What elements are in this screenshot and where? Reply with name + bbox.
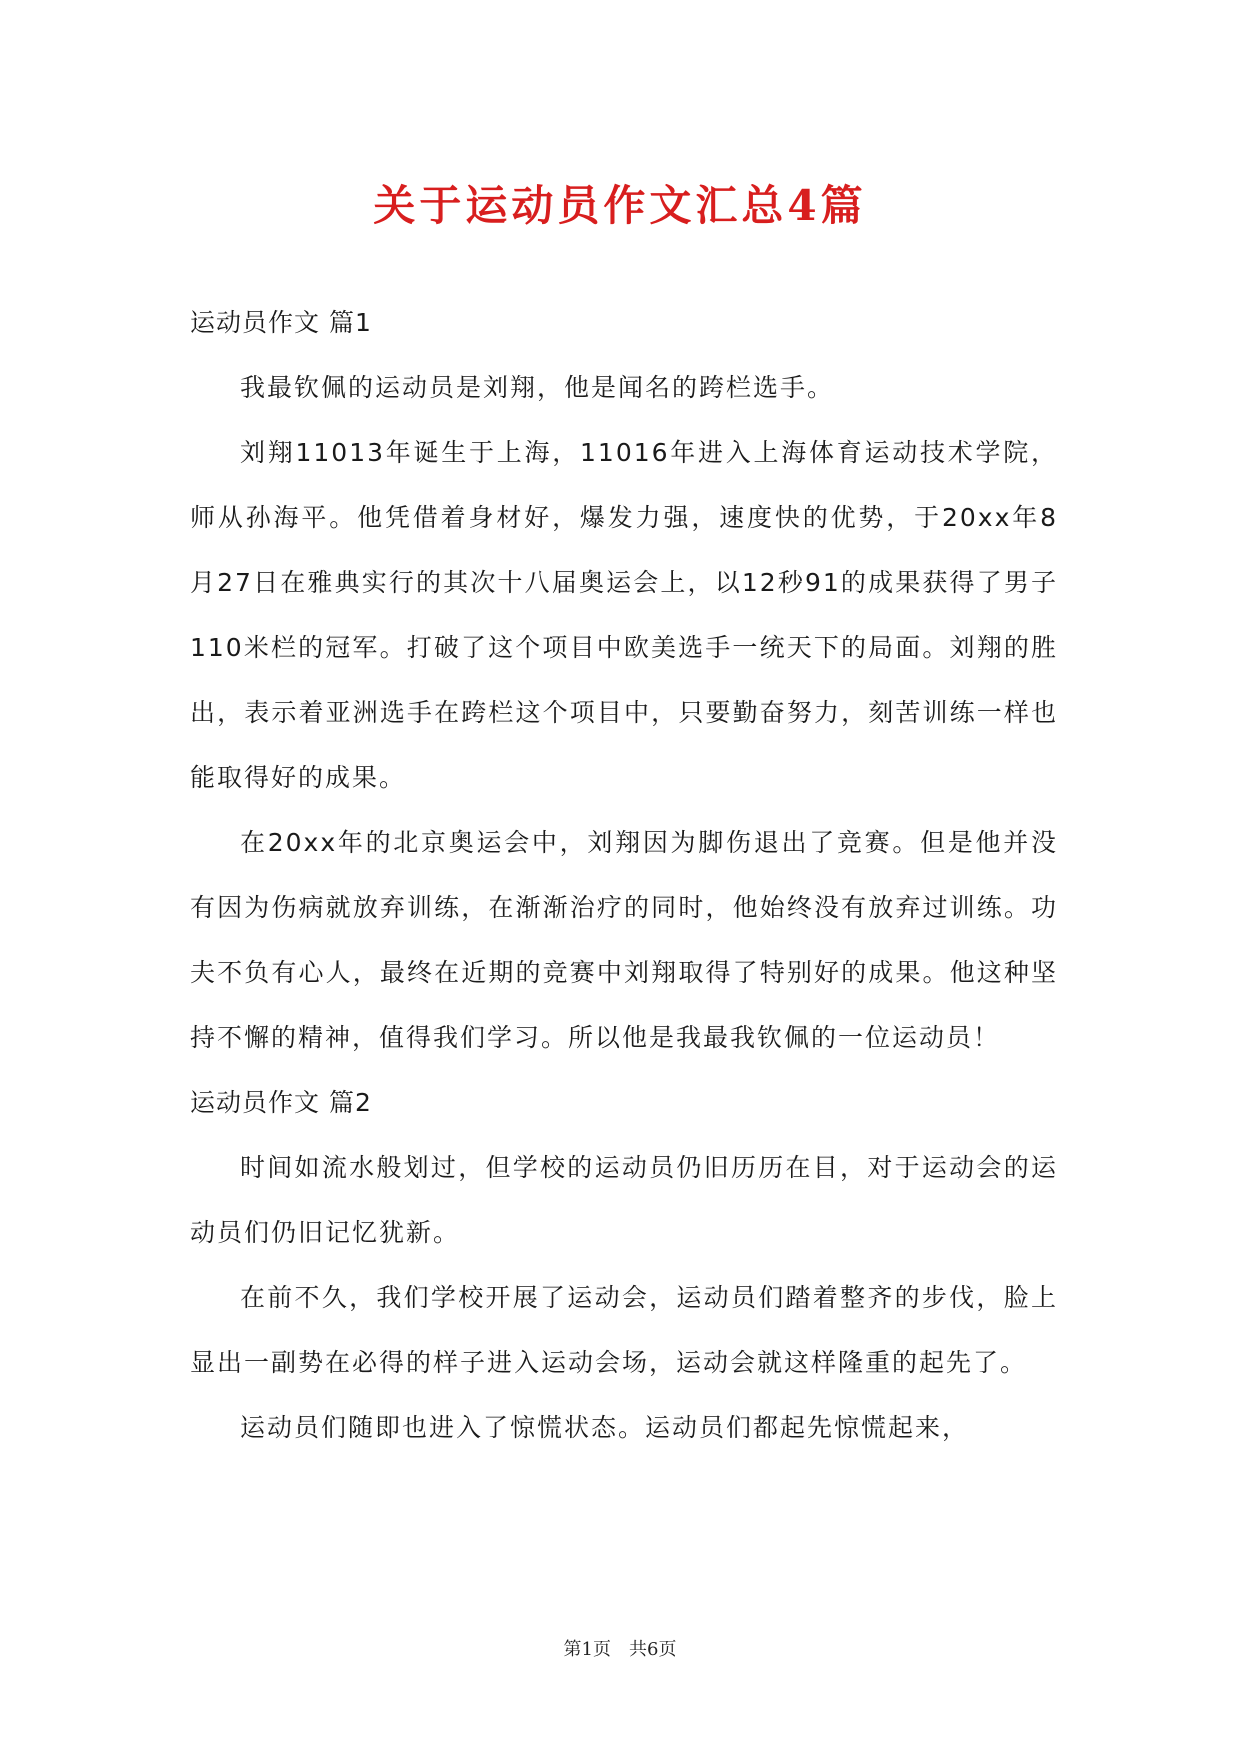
document-title: 关于运动员作文汇总4篇 bbox=[373, 181, 867, 230]
paragraph: 运动员们随即也进入了惊慌状态。运动员们都起先惊慌起来， bbox=[240, 1413, 970, 1442]
paragraph: 时间如流水般划过，但学校的运动员仍旧历历在目，对于运动会的运动员们仍旧记忆犹新。 bbox=[190, 1153, 1058, 1247]
paragraph: 刘翔11013年诞生于上海，11016年进入上海体育运动技术学院，师从孙海平。他凭借着身材好，爆发力强，速度快的优势，于20xx年8月27日在雅典实行的其次十八届奥运会上，以12秒91的成果获得了男子110米栏的冠军。打破了这个项目中欧美选手一统天下的局面。刘翔的胜出，表示着亚洲选手在跨栏这个项目中，只要勤奋努力，刻苦训练一样也能取得好的成果。 bbox=[190, 438, 1058, 792]
document-body bbox=[190, 290, 1058, 1460]
page-number-footer: 第1页 共6页 bbox=[563, 1639, 677, 1660]
paragraph: 我最钦佩的运动员是刘翔，他是闻名的跨栏选手。 bbox=[240, 373, 835, 402]
paragraph: 在20xx年的北京奥运会中，刘翔因为脚伤退出了竞赛。但是他并没有因为伤病就放弃训练，在渐渐治疗的同时，他始终没有放弃过训练。功夫不负有心人，最终在近期的竞赛中刘翔取得了特别好的成果。他这种坚持不懈的精神，值得我们学习。所以他是我最我钦佩的一位运动员！ bbox=[190, 828, 1058, 1052]
section-heading: 运动员作文 篇1 bbox=[190, 308, 372, 337]
section-heading: 运动员作文 篇2 bbox=[190, 1088, 372, 1117]
paragraph: 在前不久，我们学校开展了运动会，运动员们踏着整齐的步伐，脸上显出一副势在必得的样子进入运动会场，运动会就这样隆重的起先了。 bbox=[190, 1283, 1058, 1377]
